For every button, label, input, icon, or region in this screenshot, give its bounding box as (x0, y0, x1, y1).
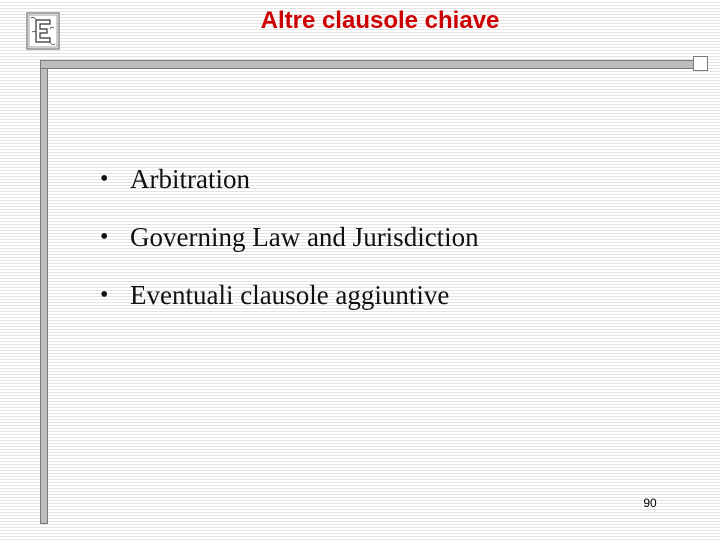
bullet-item (100, 276, 479, 314)
bullet-text: Governing Law and Jurisdiction (130, 222, 479, 252)
bullet-dot-icon: • (100, 282, 109, 308)
bullet-list (100, 160, 479, 334)
bullet-text: Eventuali clausole aggiuntive (130, 280, 450, 310)
rule-end-square (693, 56, 708, 71)
slide-title: Altre clausole chiave (260, 7, 500, 34)
bullet-text: Arbitration (130, 164, 250, 194)
bullet-item (100, 218, 479, 256)
ornamental-e-logo-icon (26, 12, 60, 50)
top-rule (40, 60, 708, 69)
left-rule (40, 68, 48, 524)
page-number: 90 (643, 496, 657, 510)
bullet-dot-icon: • (100, 224, 109, 250)
bullet-item (100, 160, 479, 198)
bullet-dot-icon: • (100, 166, 109, 192)
